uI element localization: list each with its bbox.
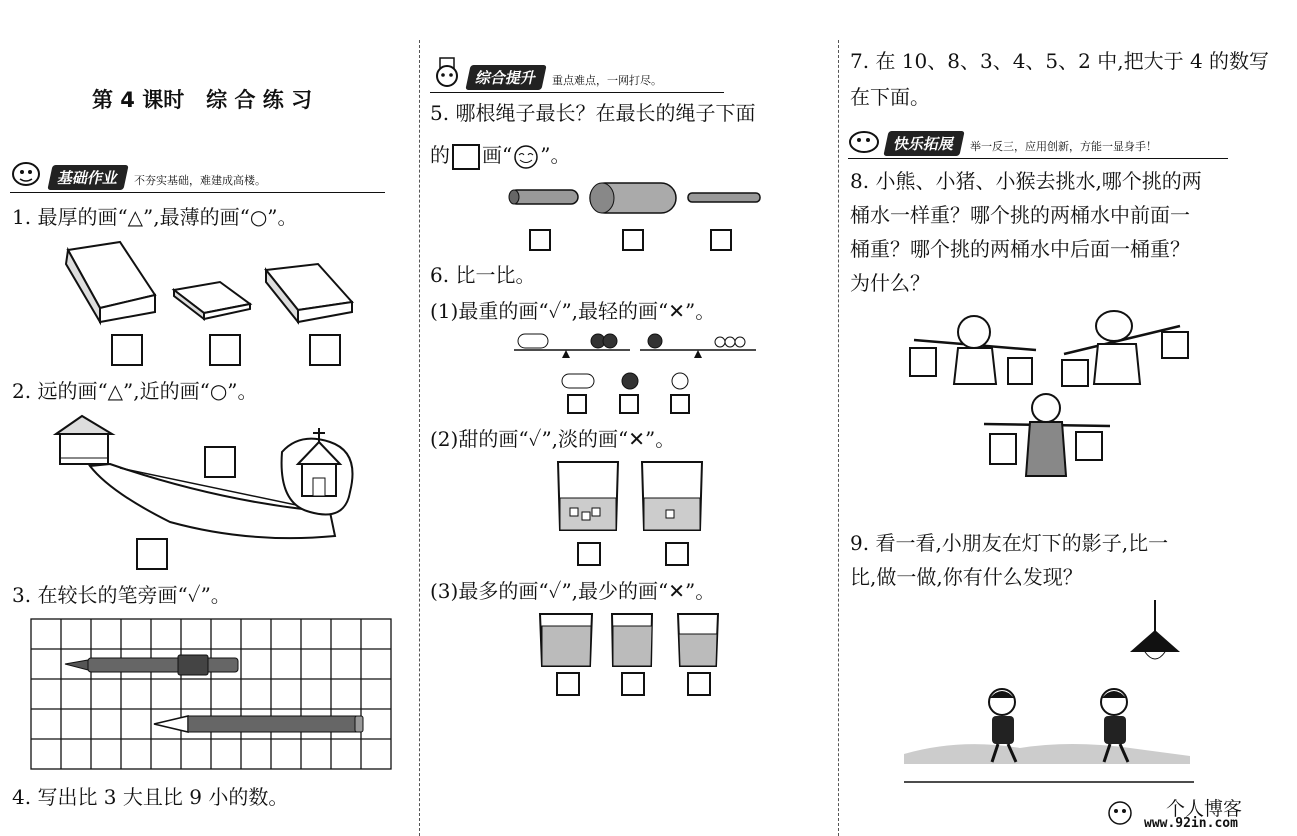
watermark-url: www.92in.com [1144, 816, 1238, 831]
church [282, 428, 353, 515]
watermark [1106, 796, 1292, 834]
rope-2 [590, 183, 676, 213]
pen [65, 655, 238, 675]
answer-box-6-3a[interactable] [556, 672, 580, 696]
section-banner-advance [430, 56, 724, 90]
answer-box-6-2a[interactable] [577, 542, 601, 566]
cup-c [678, 614, 718, 666]
section-banner-basic [10, 160, 385, 190]
bear [910, 316, 1036, 384]
balance-illustration [510, 328, 770, 418]
section-banner-extend [848, 128, 1228, 156]
question-5-line-2 [430, 138, 570, 172]
question-8-line-4: 为什么？ [850, 271, 930, 295]
question-6: 6. 比一比。 [430, 263, 536, 287]
question-8-line-3: 桶重？哪个挑的两桶水中后面一桶重？ [850, 237, 1190, 261]
answer-box-2-near[interactable] [136, 538, 168, 570]
question-4: 4. 写出比 3 大且比 9 小的数。 [12, 785, 289, 809]
answer-box-2-far[interactable] [204, 446, 236, 478]
cup-a [540, 614, 592, 666]
question-6-1: (1)最重的画“✓”,最轻的画“✕”。 [430, 299, 716, 323]
small-house [56, 416, 112, 464]
question-8-line-2: 桶水一样重？哪个挑的两桶水中前面一 [850, 203, 1190, 227]
mascot-icon [430, 56, 464, 90]
column-divider-left [419, 40, 420, 836]
road-scene-illustration [50, 412, 390, 552]
question-8-line-1: 8. 小熊、小猪、小猴去挑水,哪个挑的两 [850, 169, 1202, 193]
monkey [984, 394, 1110, 476]
pencil-grid-illustration [30, 618, 392, 770]
mascot-icon [1106, 800, 1134, 826]
grid-lines [31, 619, 391, 769]
section-label-extend: 快乐拓展 [883, 131, 964, 156]
answer-box-5c[interactable] [710, 229, 732, 251]
answer-box-6-3c[interactable] [687, 672, 711, 696]
section-motto-extend: 举一反三，应用创新，方能一显身手！ [970, 140, 1158, 153]
cup-mild [642, 462, 702, 530]
question-9-line-2: 比,做一做,你有什么发现？ [850, 565, 1083, 589]
mascot-icon [10, 160, 46, 190]
rope-3 [688, 193, 760, 202]
sugar-cups-illustration [556, 460, 716, 534]
mascot-icon [848, 128, 882, 156]
cup-sweet [558, 462, 618, 530]
q5-text-a: 的 [430, 143, 450, 167]
answer-box-5b[interactable] [622, 229, 644, 251]
medium-book [266, 264, 352, 322]
question-2: 2. 远的画“△”,近的画“○”。 [12, 379, 258, 403]
answer-box-6-1a[interactable] [567, 394, 587, 414]
lamp-icon [1130, 600, 1180, 659]
pig [1062, 311, 1188, 386]
question-5-line-1: 5. 哪根绳子最长？在最长的绳子下面 [430, 101, 756, 125]
animals-carrying-water-illustration [904, 308, 1204, 483]
answer-box-6-3b[interactable] [621, 672, 645, 696]
water-cups-illustration [538, 612, 728, 668]
cup-b [612, 614, 652, 666]
question-3: 3. 在较长的笔旁画“✓”。 [12, 583, 231, 607]
ropes-illustration [506, 182, 766, 218]
section-motto-basic: 不夯实基础，难建成高楼。 [134, 174, 267, 187]
shadow-scene-illustration [900, 598, 1200, 788]
answer-box-1c[interactable] [309, 334, 341, 366]
section-label-basic: 基础作业 [47, 165, 128, 190]
q5-text-c: ”。 [540, 143, 571, 167]
watermark-title: 个人博客 [1166, 798, 1243, 820]
section-label-advance: 综合提升 [465, 65, 546, 90]
rope-1 [509, 190, 578, 204]
question-6-3: (3)最多的画“✓”,最少的画“✕”。 [430, 579, 716, 603]
q5-text-b: 画“ [482, 143, 513, 167]
thin-book [174, 282, 250, 319]
answer-box-5a[interactable] [529, 229, 551, 251]
question-7-line-2: 在下面。 [850, 85, 930, 109]
books-illustration [60, 240, 360, 325]
smiley-icon [512, 145, 540, 169]
section-motto-advance: 重点难点，一网打尽。 [552, 74, 663, 87]
answer-box-6-1b[interactable] [619, 394, 639, 414]
pencil [154, 716, 363, 732]
lesson-title: 第 4 课时 综 合 练 习 [92, 88, 313, 112]
question-6-2: (2)甜的画“✓”,淡的画“✕”。 [430, 427, 676, 451]
question-1: 1. 最厚的画“△”,最薄的画“○”。 [12, 205, 298, 229]
question-7-line-1: 7. 在 10、8、3、4、5、2 中,把大于 4 的数写 [850, 49, 1270, 73]
answer-box-inline [452, 144, 480, 170]
answer-box-1b[interactable] [209, 334, 241, 366]
answer-box-1a[interactable] [111, 334, 143, 366]
thick-book [66, 242, 155, 322]
answer-box-6-1c[interactable] [670, 394, 690, 414]
answer-box-6-2b[interactable] [665, 542, 689, 566]
column-divider-right [838, 40, 839, 836]
question-9-line-1: 9. 看一看,小朋友在灯下的影子,比一 [850, 531, 1169, 555]
